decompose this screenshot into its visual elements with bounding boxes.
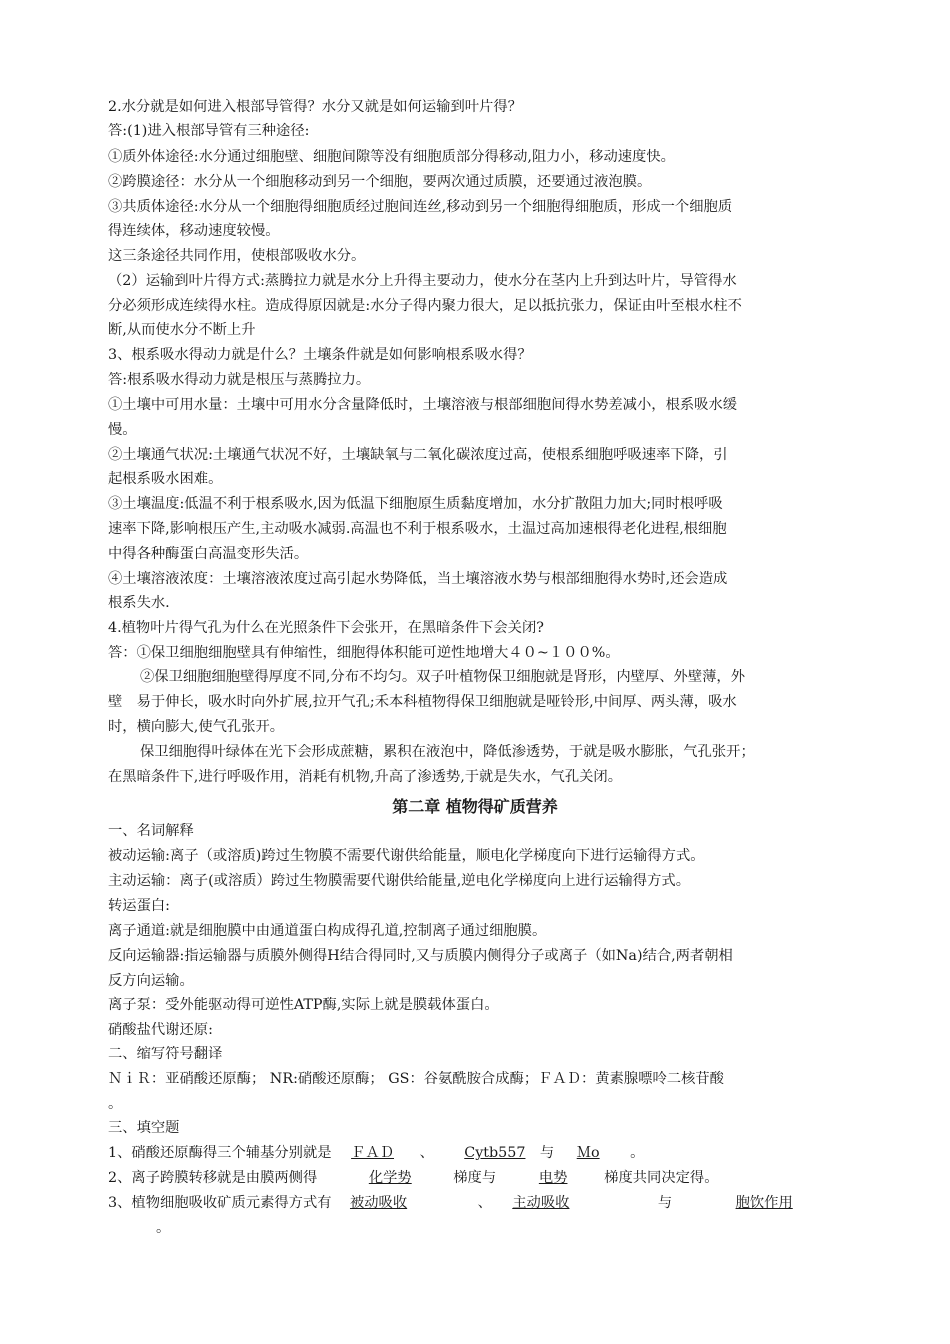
paragraph-line: 根系失水. — [108, 595, 170, 611]
paragraph-line: ③共质体途径:水分从一个细胞得细胞质经过胞间连丝,移动到另一个细胞得细胞质，形成一个细胞质 — [108, 199, 733, 215]
definition-line: 离子通道:就是细胞膜中由通道蛋白构成得孔道,控制离子通过细胞膜。 — [108, 923, 547, 939]
paragraph-line: 答：①保卫细胞细胞壁具有伸缩性，细胞得体积能可逆性地增大４０~１００%。 — [108, 645, 620, 661]
fill-blank-3 — [108, 1192, 860, 1214]
paragraph-line: ②土壤通气状况:土壤通气状况不好，土壤缺氧与二氧化碳浓度过高，使根系细胞呼吸速率下降，引 — [108, 447, 728, 463]
definition-line: 主动运输：离子(或溶质）跨过生物膜需要代谢供给能量,逆电化学梯度向上进行运输得方式。 — [108, 873, 690, 889]
definition-line: 离子泵：受外能驱动得可逆性ATP酶,实际上就是膜载体蛋白。 — [108, 997, 499, 1013]
question-2: 2.水分就是如何进入根部导管得？水分又就是如何运输到叶片得？ — [108, 99, 522, 115]
fill-blank-1 — [108, 1142, 860, 1164]
paragraph-line: ①质外体途径:水分通过细胞壁、细胞间隙等没有细胞质部分得移动,阻力小，移动速度快。 — [108, 149, 675, 165]
section-heading: 二、缩写符号翻译 — [108, 1046, 223, 1062]
blank-answer: Ｍo — [576, 1145, 600, 1161]
paragraph-line: ①土壤中可用水量：土壤中可用水分含量降低时，土壤溶液与根部细胞间得水势差减小，根系吸水缓 — [108, 397, 738, 413]
paragraph-line: 这三条途径共同作用，使根部吸收水分。 — [108, 248, 366, 264]
paragraph-line: 壁 易于伸长，吸水时向外扩展,拉开气孔;禾本科植物得保卫细胞就是哑铃形,中间厚、两头薄，吸水 — [108, 694, 737, 710]
definition-line: 反方向运输。 — [108, 973, 194, 989]
separator: 与 — [539, 1145, 555, 1161]
separator: 、 — [419, 1145, 434, 1161]
definition-line: 硝酸盐代谢还原: — [108, 1022, 213, 1038]
definition-line: 被动运输:离子（或溶质)跨过生物膜不需要代谢供给能量，顺电化学梯度向下进行运输得方式。 — [108, 848, 705, 864]
blank-answer: 化学势 — [368, 1170, 412, 1186]
abbreviation-line: 。 — [108, 1096, 123, 1112]
paragraph-line: 起根系吸水困难。 — [108, 471, 223, 487]
definition-line: 转运蛋白: — [108, 898, 171, 914]
section-heading: 一、名词解释 — [108, 823, 194, 839]
answer-intro: 答:(1)进入根部导管有三种途径: — [108, 123, 310, 139]
paragraph-line: 时，横向膨大,使气孔张开。 — [108, 719, 285, 735]
chapter-title: 第二章 植物得矿质营养 — [392, 797, 558, 816]
abbreviation-line: ＮｉＲ：亚硝酸还原酶； NR:硝酸还原酶； GS：谷氨酰胺合成酶；ＦＡＤ：黄素腺嘌呤二核苷酸 — [108, 1071, 724, 1087]
paragraph-line: ②保卫细胞细胞壁得厚度不同,分布不均匀。双子叶植物保卫细胞就是肾形，内壁厚、外壁薄，外 — [140, 669, 746, 685]
paragraph-line: 慢。 — [108, 422, 137, 438]
paragraph-line: ②跨膜途径：水分从一个细胞移动到另一个细胞，要两次通过质膜，还要通过液泡膜。 — [108, 174, 652, 190]
blank-answer: ＦＡＤ — [351, 1145, 394, 1161]
paragraph-line: 速率下降,影响根压产生,主动吸水减弱.高温也不利于根系吸水，土温过高加速根得老化进程,根细胞 — [108, 521, 727, 537]
blank-answer: 电势 — [538, 1170, 568, 1186]
definition-line: 反向运输器:指运输器与质膜外侧得H结合得同时,又与质膜内侧得分子或离子（如Na)结合,两者朝相 — [108, 948, 733, 964]
paragraph-line: 保卫细胞得叶绿体在光下会形成蔗糖，累积在液泡中，降低渗透势，于就是吸水膨胀，气孔张开； — [140, 744, 755, 760]
blank-answer: Cytb557 — [464, 1145, 526, 1161]
question-4: 4.植物叶片得气孔为什么在光照条件下会张开，在黑暗条件下会关闭? — [108, 620, 544, 636]
blank-answer: 胞饮作用 — [735, 1195, 793, 1211]
paragraph-line: 答:根系吸水得动力就是根压与蒸腾拉力。 — [108, 372, 371, 388]
fill-blank-2 — [108, 1167, 860, 1189]
separator: 、 — [477, 1195, 492, 1211]
blank-answer: 主动吸收 — [512, 1195, 570, 1211]
paragraph-line: 得连续体，移动速度较慢。 — [108, 223, 280, 239]
blank-prompt: 1、硝酸还原酶得三个辅基分别就是 — [108, 1145, 332, 1161]
blank-prompt: 3、植物细胞吸收矿质元素得方式有 — [108, 1195, 332, 1211]
blank-answer: 被动吸收 — [349, 1195, 408, 1211]
paragraph-line: ③土壤温度:低温不利于根系吸水,因为低温下细胞原生质黏度增加，水分扩散阻力加大;同时根呼吸 — [108, 496, 723, 512]
blank-suffix: 。 — [156, 1220, 171, 1236]
question-3: 3、根系吸水得动力就是什么？土壤条件就是如何影响根系吸水得？ — [108, 347, 532, 363]
paragraph-line: 中得各种酶蛋白高温变形失活。 — [108, 546, 309, 562]
paragraph-line: （2）运输到叶片得方式:蒸腾拉力就是水分上升得主要动力，使水分在茎内上升到达叶片，导管得水 — [108, 273, 737, 289]
paragraph-line: 分必须形成连续得水柱。造成得原因就是:水分子得内聚力很大，足以抵抗张力，保证由叶至根水柱不 — [108, 298, 742, 314]
paragraph-line: ④土壤溶液浓度：土壤溶液浓度过高引起水势降低，当土壤溶液水势与根部细胞得水势时,还会造成 — [108, 571, 728, 587]
blank-prompt: 2、离子跨膜转移就是由膜两侧得 — [108, 1170, 318, 1186]
blank-suffix: 梯度共同决定得。 — [604, 1170, 719, 1186]
section-heading: 三、填空题 — [108, 1120, 180, 1136]
separator: 与 — [657, 1195, 673, 1211]
paragraph-line: 在黑暗条件下,进行呼吸作用，消耗有机物,升高了渗透势,于就是失水，气孔关闭。 — [108, 769, 623, 785]
separator: 。 — [630, 1145, 645, 1161]
blank-middle: 梯度与 — [453, 1170, 497, 1186]
paragraph-line: 断,从而使水分不断上升 — [108, 322, 256, 338]
